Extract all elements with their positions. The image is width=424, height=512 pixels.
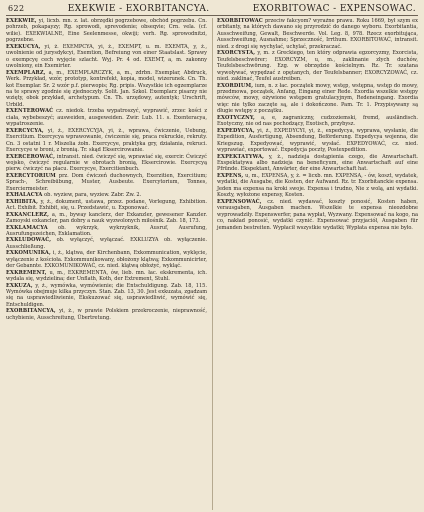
entry-headword: EXKLAMACYA	[6, 224, 48, 231]
dictionary-entry	[6, 308, 207, 321]
entry-headword: EXORBITOWAĆ	[217, 18, 263, 24]
dictionary-entry	[6, 270, 207, 283]
dictionary-entry	[6, 199, 207, 212]
dictionary-entry	[6, 173, 207, 192]
entry-headword: EXKLUDOWAĆ,	[6, 237, 52, 244]
dictionary-entry	[6, 128, 207, 154]
entry-definition: a, e, zagraniczny, cudzoziemski, fremd, ausländisch. Exotyczny, nie od nas pochodzący, Exotisch, przybysz.	[217, 114, 418, 128]
entry-definition: prz. Dom ćwiczeń duchownych, Exerzitien, Exercitium; Sprach-, Schreibübung, Muster, Ausbeute. Exercytorium, Tonnes, Exerciermeister.	[6, 172, 207, 192]
dictionary-entry	[6, 283, 207, 309]
dictionary-entry	[217, 18, 418, 50]
entry-definition: yi, licxb. mn. z. lat. obrzędki pogrzebowe, obchód pogrzebu. Cn. pohrzeb, pokapayzy; Rg. sprowodi, sprevodenie; obseqvie; Crn. vela. (cf. wilie). EXEKWIALNE, Eine Seelenmesse, okwiji; verh. Rg. sprowodnitzi, pogrzebne.	[6, 18, 207, 44]
entry-headword: EXORCYSTA,	[217, 50, 256, 57]
dictionary-entry	[6, 212, 207, 225]
entry-headword: EXKOMUNIKA,	[6, 250, 51, 257]
dictionary-entry	[217, 50, 418, 82]
entry-definition: cz. nied. wydawać, koszty ponosić, Kosten haben, verausgaben, Ausgaben machen. Wszelkie te expensa nieozdobne wyprowadziły. Expenswerfer, pana wypłat, Wyzwany. Expensować na kogo, na co, nakład ponosić, wydatki czynić. Expensować przyjaciół, Ausgaben für jemanden bestreiten. Wypłacił wszystkie wydatki; Wypłata expensa nie było.	[217, 198, 418, 231]
dictionary-entry	[217, 199, 418, 231]
entry-headword: EXHIBITA,	[6, 198, 39, 205]
dictionary-entry	[6, 237, 207, 250]
entry-headword: EXERCEROWAĆ,	[6, 153, 56, 160]
entry-headword: EXKREMENT,	[6, 269, 47, 276]
right-running-title: EXORBITOWAC - EXPENSOWAC.	[252, 4, 416, 14]
text-columns	[6, 18, 418, 510]
entry-definition: a, m., byway kanclerz, der Exkanzler, gewesener Kanzler. Zamoyski exkancler, pan dobry a nauk wyzwolonych miłośnik. Zab. 18, 173.	[6, 211, 207, 225]
dictionary-entry	[6, 18, 207, 44]
entry-definition: yi, ż., EXPEDYCYI, yi, ż., expedycya, wyprawa, wysłanie, die Expedition, Ausfertigung, Absendung, Beförderung. Expedycya wojenna, die Kriegszug. Expedyować, wyprawić, wysłać. EXPEDYOWAĆ, cz. nied. wyprawiać, exportować. Expedycja poczty, Postexpedition.	[217, 127, 418, 154]
dictionary-entry	[6, 44, 207, 70]
dictionary-entry	[217, 83, 418, 115]
entry-definition: yi, ż., EXERCYCYJA, yi, ż., wprawa, ćwiczenie, Uebung, Exercitium. Exercycya wprawowanie, ćwiczenie się, praca rekruckie, rekruty. Cn. 3 ostatni 1 r. Miszelia żołn. Exercycye, praktyka gry, działania, rekruci. Exercycye w broni, z bronią. Tr. skąd Eksercirowanie.	[6, 127, 207, 154]
left-running-title: EXEKWIE - EXORBITANCYA.	[67, 4, 210, 14]
entry-definition: ob. wyłączyć, wyłączać. EXKLUZYA ob. wyłączenie. Ausschließung.	[6, 237, 207, 250]
entry-definition: u, m., EXPENSA, y, ż. = licxb. mn. EXPENSA, - ów, koszt, wydatek, wydatki, die Ausgabe, die Kosten, der Aufwand. Rz. tr. Exorbitanckie expensa. Jeden ma expensa na kroki swoje. Expensa i trudno, Nie z wolą, ani wydatki. Koszty, wyłożone expensy, Kosten.	[217, 172, 418, 199]
entry-definition: u, m., EXKREMENTA, ów, lieb. mn. łac. ekskrementa, ich. wydala się, wydzielina; der Unflath, Koth, der Extrement, Stuhl.	[6, 269, 207, 283]
entry-headword: EXKUZA,	[6, 282, 33, 289]
entry-definition: y, ż., dokument, ustawa, przez. podane, Vorlegung, Exhibition. Act. Exhibit. Exhibit, się, u. Przedstawić, u. Exponować.	[6, 198, 207, 212]
entry-headword: EXEKUCYA,	[6, 43, 41, 50]
page-number: 622	[8, 4, 25, 13]
dictionary-entry	[6, 70, 207, 109]
entry-headword: EXPEDYCYA,	[217, 127, 255, 134]
entry-definition: ob. wykrzyk, wykrzyknik, Ausruf, Ausrufung, Ausrufungszeichen, Exklamation.	[6, 224, 207, 237]
dictionary-entry	[217, 115, 418, 128]
entry-definition: intransit. nied. ćwiczyć się, wprawiać się, exercir. Ćwiczyć wojsko, ćwiczyć regularnie w obrotach bronią, Eksercirowie. Exercycyą pierw. ćwiczyć na placu. Exercycye, Exercitienbuch.	[6, 153, 207, 173]
dictionary-entry	[6, 154, 207, 173]
entry-definition: ob. wyziew, para, wyziew. Zabr. Zw. 2.	[44, 192, 142, 199]
entry-definition: yi, ż., w prawie Polskiem przekroczenie, nieprawność, uchybienie, Ausschreitung, Übertretung.	[6, 308, 207, 321]
dictionary-entry	[6, 225, 207, 238]
entry-headword: EXENTEROWAĆ	[6, 108, 54, 115]
page-header	[6, 4, 418, 16]
left-column	[6, 18, 207, 510]
entry-definition: y, ż., nadzieja dostąpienia czego, die Anwartschaft. Exspektatywa albo nadzieja na beneficyum, eine Anwartschaft auf eine Pfründe. Ekspektant, Anwärter, der eine Anwartschaft hat.	[217, 153, 418, 173]
entry-definition: cz. niedok. trzeba wypatroszyć, wyprawić, zrzec kości z ciała, wybebeszyć; ausweiden, ausgeweiden. Zwir. Lub. 11. s. Exenteracya, wypatroszenie.	[6, 108, 207, 128]
dictionary-entry	[6, 108, 207, 127]
entry-definition: y, m. z Greckiego, ten który odprawia egzorcyzmy, Exorcista, Teufelsbeschwörer; EXORCYZM, u, m., zaklinanie złych duchów, Teufelsbeschwörung. Ezg. w obrzędzie kościelnym. Rz. Tr. szatana wywoływać, wypędzać z opętanych, der Teufelsbanner; EXORCYZOWAĆ, cz. nied. zaklinać, Teufel austreiben.	[217, 50, 418, 83]
right-column	[212, 18, 418, 510]
entry-headword: EXPEKTATYWA,	[217, 153, 265, 160]
entry-definition: przeciw fakcyom? wyraźne prawu. Roku 1669, był szym ex orbitanty, na których dawano się przyrodzić do danego wyboru. Exorbitantia, Ausschweifung, Gewalt, Beschwerde. Vol. Leg. 8, 978. Rzecz exorbitująca, Ausschweifung, Ausnahme; Sprzeczność, Irrthum. EXORBITOWAĆ, intransit. nied. z drogi się wychylać, uchylać, przekraczać.	[217, 18, 418, 50]
entry-definition: a, m., EXEMPLARCZYK, a, m., zdrbn. Exemplar, Abdruck, Werk. Przykład, wzór, prototyp, kontrefekt, kopia, model, wizerunek. Cn. Th. kot Exemplar. Sr. 2 wzór p.f. pierwopis; Rg. pripis. Wszystkie ich egzemplarze na te sprawy zgodnie się zjednoczyły. Solit. Jan. Szkol. Exemplarz pisarzy nie wzięty, obok przykład, archetypum. Cn. Th. urzędowy, autentyk; Urschrift, Urbild.	[6, 69, 207, 108]
entry-headword: EXEMPLARZ,	[6, 69, 46, 76]
entry-headword: EXKANCLERZ,	[6, 211, 50, 218]
dictionary-entry	[217, 128, 418, 154]
dictionary-entry	[217, 154, 418, 173]
dictionary-entry	[217, 173, 418, 199]
entry-definition: y, ż., wymówka, wymówienie; die Entschuldigung. Zab. 18, 115. Wymówka obejmuje kilka przyczyn. Stan. Zab. 13, 30. Jest exkuzata, zgadzam się na usprawiedliwienie, Ekskuzować się, usprawiedliwić, wymówić się, Entschuldigen.	[6, 282, 207, 308]
entry-headword: EXERCYTORIUM	[6, 172, 56, 179]
entry-headword: EXOTYCZNY,	[217, 114, 255, 121]
entry-headword: EXORBITANCYA,	[6, 308, 56, 315]
entry-headword: EXERCYCYA,	[6, 127, 44, 134]
entry-definition: ium, n. z łac. początek mowy, wstęp, wstępna, wstęp do mowy, przedmowa, początek, Anfang, Eingang einer Rede. Exordia wszelkie wstępy mówców, mowy, ożywione wstępem gratulacyjnym, Redeneingang. Exordia więc nie tylko zaczęte są, ale i dokończone. Pam. Tr. 1. Przypisywany są długie wstępy z początku.	[217, 82, 418, 115]
entry-headword: EXHALACYA	[6, 192, 43, 199]
entry-headword: EXORDIUM,	[217, 82, 254, 89]
entry-headword: EXPENSOWAĆ,	[217, 198, 262, 205]
dictionary-entry	[6, 250, 207, 269]
entry-headword: EXEKWIE,	[6, 18, 37, 24]
entry-definition: i, ż., klątwa, der Kirchenbann, Exkommunication, wyklęcie, wyłączenie z kościoła. Exkommunikowany, obłożony klątwą; Exkommunicirter, der Gebannte. EXKOMUNIKOWAĆ, cz. nied. klątwą obłożyć, wykląć.	[6, 250, 207, 270]
entry-definition: yi, ż. EXEMPCYA, yi, ż., EXEMPT, u. m. EXEMTA, y, ż., uwolnienie od jurysdykcyi, Exemtion, Befreiung von einer Staatslast. Sprawy o exempcyę cech wyjęcie szlacht. Wyj. Pr. 4 od. EXEMT, a, m. zakonny uwolniony, ein Exemirter.	[6, 43, 207, 70]
entry-headword: EXPENS,	[217, 172, 244, 179]
